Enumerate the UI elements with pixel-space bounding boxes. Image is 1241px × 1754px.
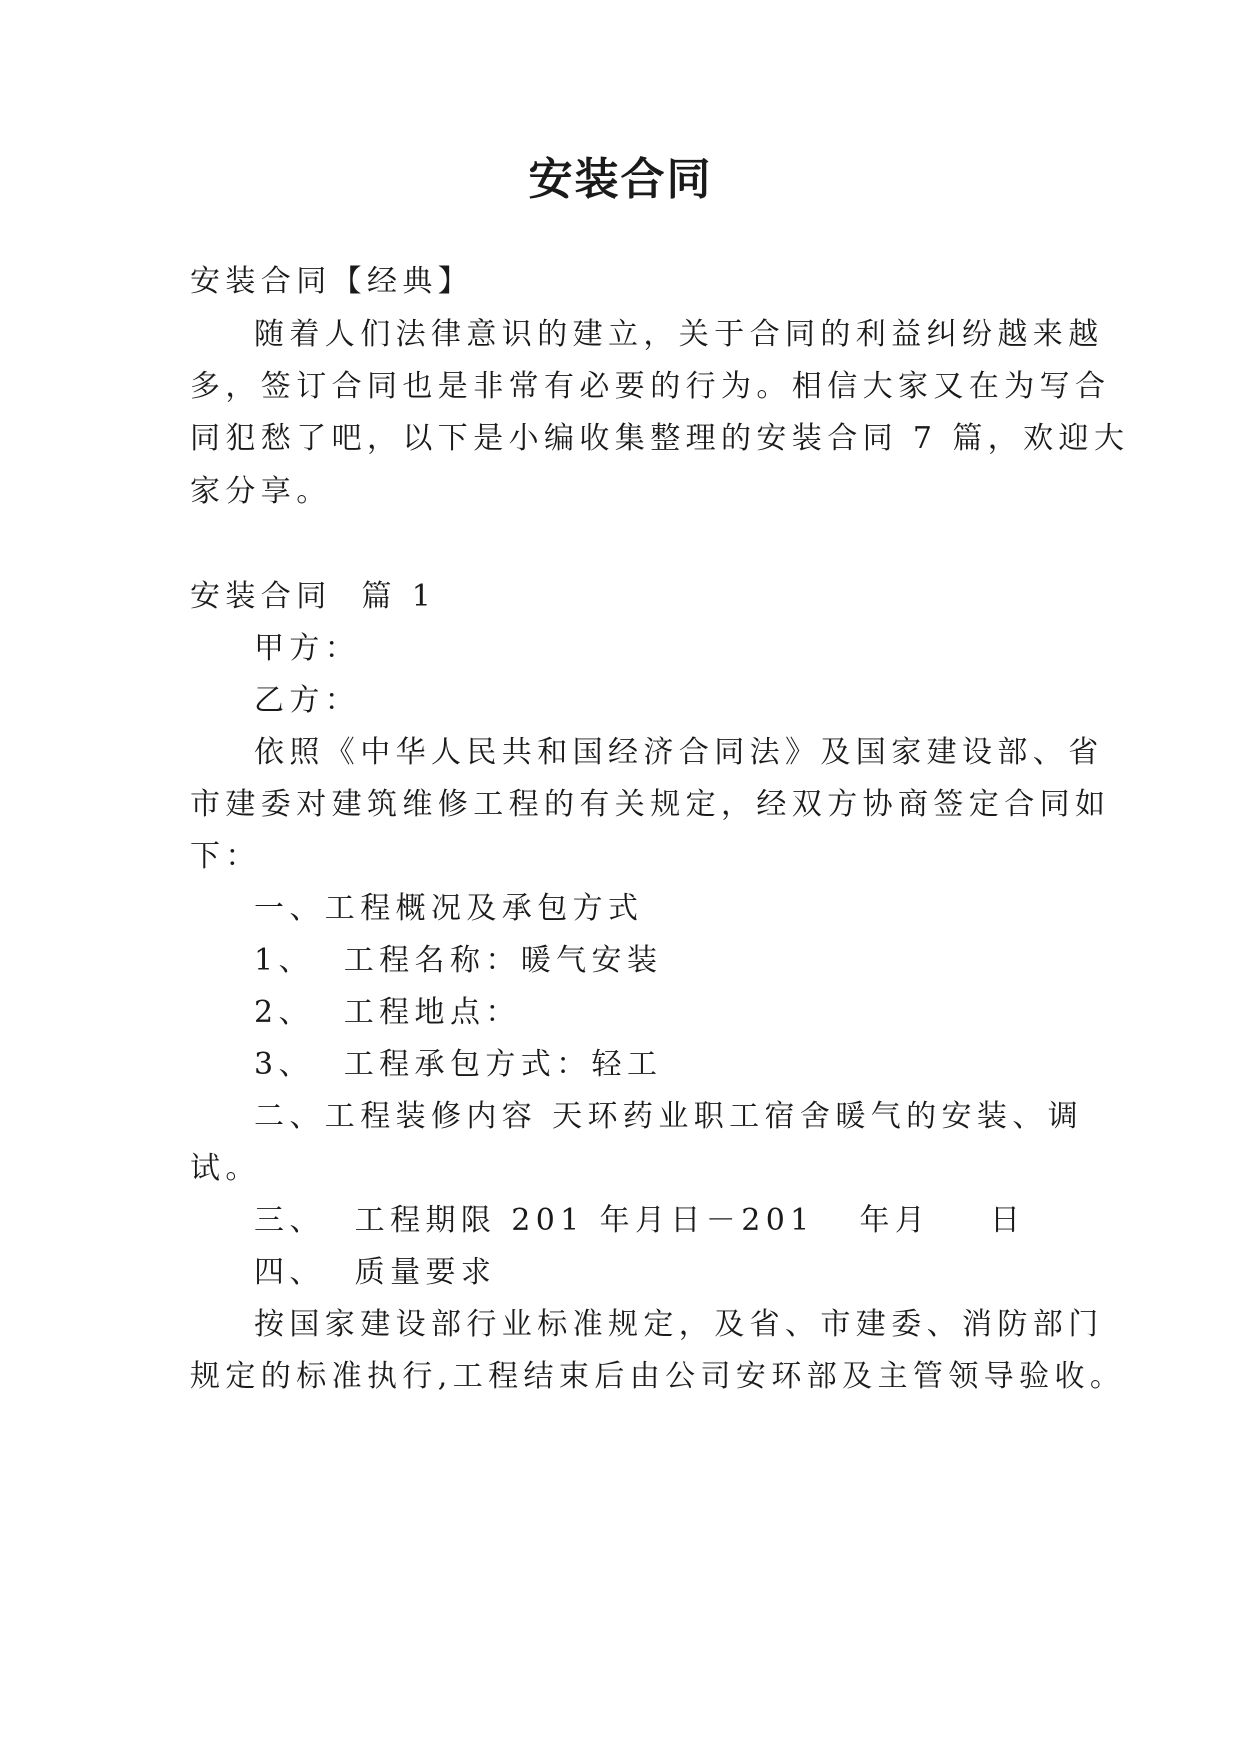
basis-line-3: 下： — [190, 839, 261, 874]
intro-line-3: 同犯愁了吧，以下是小编收集整理的安装合同 7 篇，欢迎大 — [190, 421, 1130, 456]
clause-1-item-2: 2、 工程地点： — [254, 995, 521, 1030]
clause-3-line: 三、 工程期限 201 年月日－201 年月 日 — [254, 1203, 1026, 1238]
quality-line-1: 按国家建设部行业标准规定，及省、市建委、消防部门 — [254, 1307, 1104, 1342]
intro-line-2: 多，签订合同也是非常有必要的行为。相信大家又在为写合 — [190, 369, 1111, 404]
party-b-line: 乙方： — [254, 683, 361, 718]
intro-line-1: 随着人们法律意识的建立，关于合同的利益纠纷越来越 — [254, 317, 1104, 352]
basis-line-2: 市建委对建筑维修工程的有关规定，经双方协商签定合同如 — [190, 787, 1111, 822]
quality-line-2: 规定的标准执行,工程结束后由公司安环部及主管领导验收。 — [190, 1359, 1126, 1394]
clause-4-heading: 四、 质量要求 — [254, 1255, 497, 1290]
document-title: 安装合同 — [528, 154, 713, 205]
intro-line-4: 家分享。 — [190, 474, 332, 509]
clause-2-line-1: 二、工程装修内容 天环药业职工宿舍暖气的安装、调 — [254, 1099, 1084, 1134]
party-a-line: 甲方： — [254, 631, 361, 666]
basis-line-1: 依照《中华人民共和国经济合同法》及国家建设部、省 — [254, 735, 1104, 770]
clause-2-line-2: 试。 — [190, 1151, 261, 1186]
subtitle-line: 安装合同【经典】 — [190, 264, 474, 299]
clause-1-item-1: 1、 工程名称：暖气安装 — [254, 943, 663, 978]
clause-1-item-3: 3、 工程承包方式：轻工 — [254, 1047, 663, 1082]
section-heading-1: 安装合同 篇 1 — [190, 579, 437, 614]
clause-1-heading: 一、工程概况及承包方式 — [254, 891, 644, 926]
